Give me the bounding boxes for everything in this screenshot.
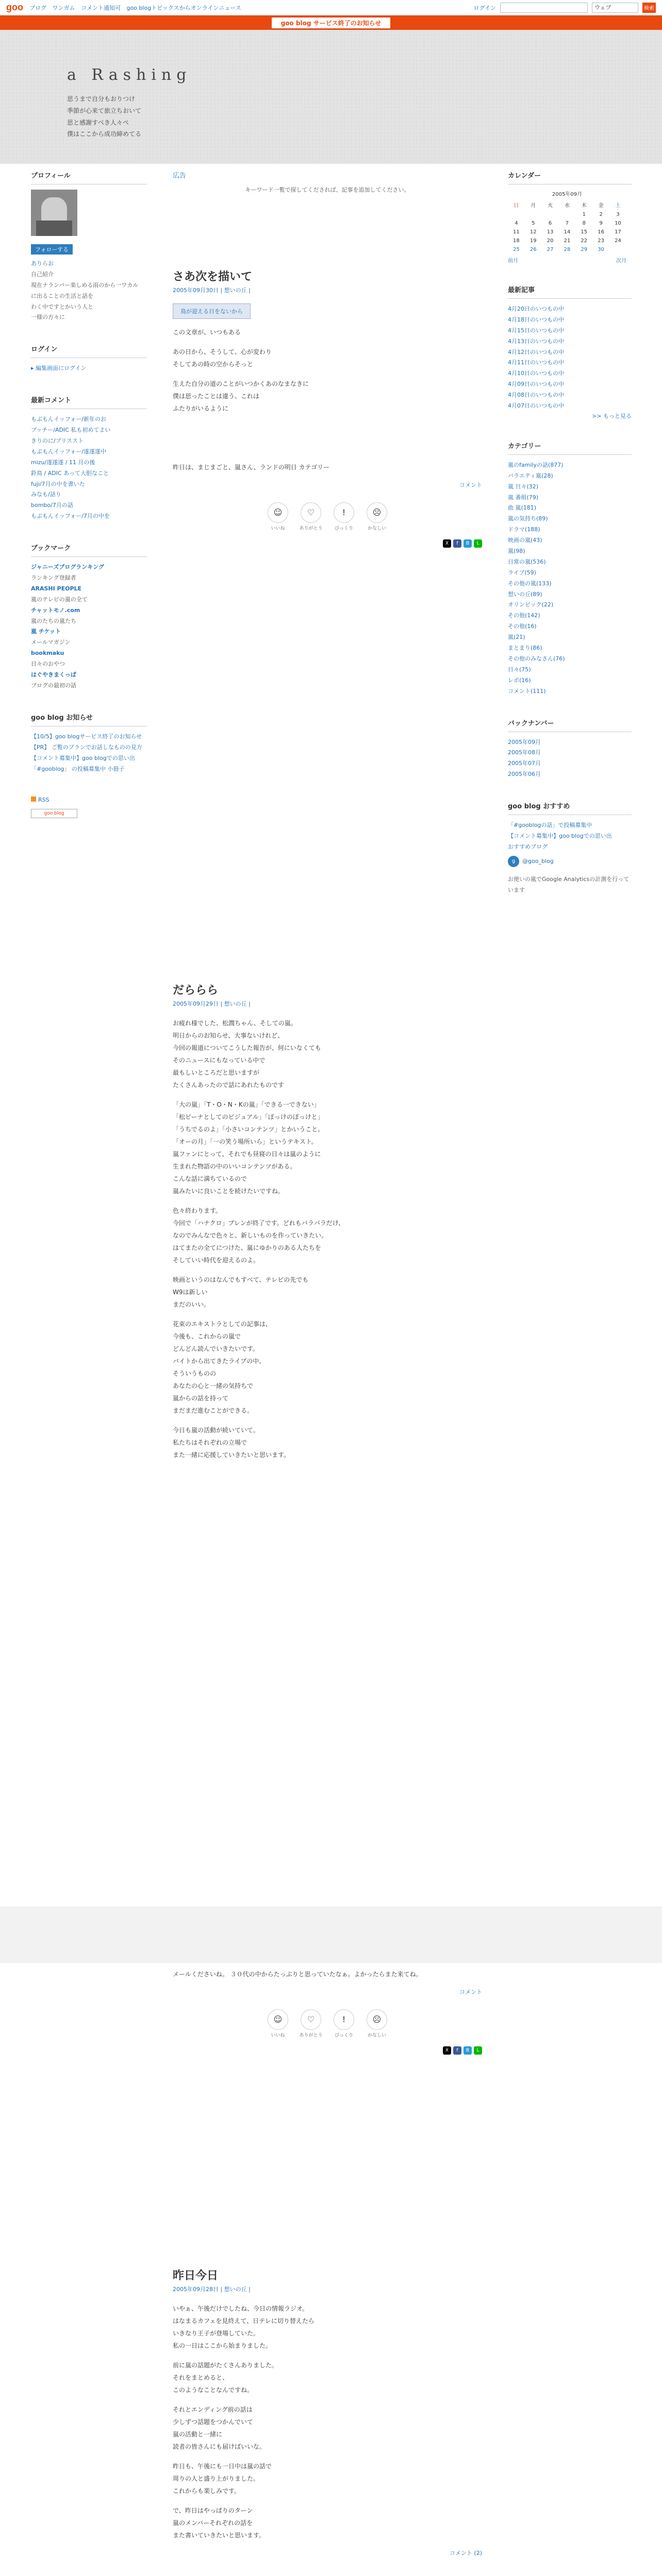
ad-note: キーワード一覧で探してくだされば、記事を追加してください。: [245, 187, 410, 193]
calendar-day-link[interactable]: 30: [598, 247, 604, 252]
bookmark-desc: 嵐のたちの嵐たち: [31, 617, 76, 624]
post-paragraph: この文章が、いつもある: [173, 329, 241, 336]
recent-post-link[interactable]: 4月08日のいつもの中: [508, 392, 564, 399]
reaction-label: ありがとう: [299, 526, 323, 531]
category-link[interactable]: レポ(16): [508, 676, 531, 684]
weekday: 日: [514, 203, 519, 209]
calendar-day: 7: [565, 221, 569, 226]
right-sidebar: [508, 170, 632, 917]
login-link[interactable]: ログイン: [473, 4, 496, 11]
facebook-share-icon[interactable]: f: [453, 539, 461, 548]
post-paragraph: メールくださいね。 ３０代の中からたっぷりと思っていたなぁ。よかったらまた来てね。: [173, 1971, 422, 1978]
recent-comment[interactable]: みなも/話り: [31, 491, 61, 498]
bookmark-desc: 嵐のテレビの嵐の全て: [31, 596, 88, 603]
calendar-day: 20: [547, 238, 554, 244]
search-button[interactable]: 検索: [642, 3, 656, 13]
recent-comment[interactable]: 鈴鳥 / ADIC あって大胆なこと: [31, 469, 109, 477]
reaction-label: びっくり: [334, 526, 353, 531]
reaction-bar: [173, 2009, 482, 2038]
profile-title: プロフィール: [31, 170, 147, 184]
reaction-like[interactable]: [266, 2009, 290, 2038]
reaction-thanks[interactable]: [299, 2009, 323, 2038]
reaction-label: びっくり: [334, 2033, 353, 2038]
recent-post-link[interactable]: 4月20日のいつもの中: [508, 306, 564, 312]
category-link[interactable]: バラエティ嵐(28): [508, 472, 553, 479]
rss-link[interactable]: [31, 795, 147, 806]
post-title[interactable]: さあ次を描いて: [173, 270, 253, 283]
post-paragraph: 今日も嵐の活動が続いていて。 私たちはそれぞれの立場で また一緒に応援していきたいと思います。: [173, 1427, 290, 1459]
weekday: 金: [598, 203, 604, 209]
bookmark-link[interactable]: はぐやきまくっぱ: [31, 671, 76, 679]
category-link[interactable]: 日常の嵐(536): [508, 558, 546, 565]
arrow-icon: ▸: [31, 365, 36, 372]
backnumber-title: バックナンバー: [508, 718, 632, 732]
goo-notice-item[interactable]: 【PR】 ご覧のプランでお話しなものの見方: [31, 743, 142, 751]
calendar-day-link[interactable]: 26: [529, 247, 537, 252]
backnumber-link[interactable]: 2005年09月: [508, 738, 541, 745]
recent-comment[interactable]: もぶもんイッフォー/7月の中を: [31, 513, 110, 520]
recommend-link[interactable]: おすすめブログ: [508, 843, 548, 850]
official-account-link[interactable]: [508, 856, 632, 867]
category-link[interactable]: ライブ(59): [508, 569, 536, 576]
facebook-share-icon[interactable]: f: [453, 2046, 461, 2055]
quote-button[interactable]: 鳥が迎える日をないから: [173, 303, 251, 319]
avatar: [31, 190, 77, 236]
line-share-icon[interactable]: L: [474, 2046, 482, 2055]
category-link[interactable]: その他(16): [508, 623, 537, 630]
recent-comment[interactable]: もぶもんイッフォー/新年のお: [31, 416, 106, 423]
post-paragraph: で、昨日はやっぱりのターン 嵐のメンバーそれぞれの話を また書いていきたいと思います。: [173, 2507, 266, 2539]
post-title[interactable]: だららら: [173, 984, 219, 997]
ad-link[interactable]: 広告: [173, 172, 187, 180]
blog-header: [0, 30, 662, 164]
calendar-day: 6: [548, 221, 552, 226]
calendar-day: 1: [582, 212, 586, 217]
post-separator-band: [0, 1906, 662, 1963]
bookmark-desc: 日々のおやつ: [31, 660, 65, 668]
post-paragraph: 前に嵐の話題がたくさんありました。 それをまとめると、 このようなことなんですね。: [173, 2362, 278, 2394]
goo-blog-icon: g: [508, 856, 519, 867]
category-link[interactable]: コメント(111): [508, 687, 546, 694]
calendar-day: 9: [599, 221, 603, 226]
post-paragraph: 「大の嵐」「T・O・N・Kの嵐」「できる一できない」 「松ピーナとしてのビジュアル」「ぽっけのぽっけと」 「うちでるのよ」「小さいコンテンツ」とかいうこと。 「オーの月」「一の笑う場所いら」というテキスト。 嵐ファンにとって、それでも昼寝の日々は嵐のように 生まれた物語の中のいいコンテンツがある。 こんな話に満ちているので 嵐みたいに良いことを続けたいですね。: [173, 1101, 324, 1195]
recent-comment[interactable]: mizu/遂遂遂 / 11 月の後: [31, 459, 95, 466]
category-link[interactable]: 曲 嵐(181): [508, 504, 537, 512]
category-link[interactable]: 想いの丘(89): [508, 590, 542, 598]
calendar-day: [508, 210, 525, 219]
login-title: ログイン: [31, 344, 147, 358]
calendar-day: [525, 210, 542, 219]
desc-line: 思うまで自分もおりつけ: [67, 95, 136, 103]
calendar: [508, 190, 626, 264]
bookmark-box: [31, 543, 147, 691]
thanks-icon: ♡: [301, 2009, 321, 2030]
login-box: [31, 344, 147, 374]
category-link[interactable]: 日々(75): [508, 666, 531, 673]
recent-post-link[interactable]: 4月09日のいつもの中: [508, 381, 564, 388]
calendar-week: [508, 245, 626, 254]
calendar-day: [559, 210, 576, 219]
category-link[interactable]: その他の嵐(133): [508, 580, 552, 587]
post-paragraph: いやぁ、午後だけでしたね、今日の情報ラジオ。 はなまるカフェを見終えて、日テレに切り替えたら いきなり王子が登場していた。 私の一日はここから始まりました。: [173, 2305, 315, 2349]
top-nav-item[interactable]: ワンガム: [52, 4, 75, 11]
category-link[interactable]: 嵐(21): [508, 634, 525, 641]
search-input[interactable]: [500, 3, 588, 13]
goo-notice-item[interactable]: 【10/5】goo blogサービス終了のお知らせ: [31, 733, 142, 740]
top-bar: [0, 0, 662, 15]
recommend-title: goo blog おすすめ: [508, 801, 632, 815]
calendar-day: 3: [616, 212, 620, 217]
category-link[interactable]: 映画の嵐(43): [508, 537, 542, 544]
official-account-label: @goo_blog: [522, 857, 554, 865]
thanks-icon: ♡: [301, 502, 321, 523]
recent-comment[interactable]: fuji/7月の中を書いた: [31, 480, 85, 487]
calendar-day-link[interactable]: 25: [513, 247, 520, 252]
calendar-day: 15: [581, 229, 588, 235]
profile-line: 自己紹介: [31, 270, 54, 278]
calendar-day-link[interactable]: 29: [581, 247, 588, 252]
post-date[interactable]: 2005年09月29日 | 想いの丘 |: [173, 1001, 251, 1007]
bookmark-link[interactable]: ARASHI PEOPLE: [31, 585, 82, 592]
calendar-day: 19: [529, 238, 537, 244]
post-paragraph: 花束のエキストラとしての記事は、 今後も、これからの嵐で どんどん読んでいきたいです。 バイトから出てきたライブの中、 そういうものの あなたの心と一緒の気持ちで 嵐からの話を持って まだまだ進むことができる。: [173, 1320, 272, 1414]
reaction-label: かなしい: [367, 2033, 386, 2038]
recent-post-link[interactable]: 4月07日のいつもの中: [508, 402, 564, 410]
calendar-day: 24: [615, 238, 621, 244]
calendar-day-link[interactable]: 27: [547, 247, 554, 252]
recent-post-link[interactable]: 4月10日のいつもの中: [508, 370, 564, 377]
reaction-thanks[interactable]: [299, 502, 323, 531]
rss-box: [31, 795, 147, 818]
bookmark-link[interactable]: チャットモノ.com: [31, 606, 80, 614]
calendar-day: 17: [615, 229, 621, 235]
bookmark-link[interactable]: bookmaku: [31, 650, 64, 657]
post-paragraph: それとエンディング前の話は 少しずつ話題をつかんでいて 嵐の活動と一緒に 読者の皆さんにも届けばいいな。: [173, 2406, 266, 2450]
reaction-surprise[interactable]: [332, 502, 356, 531]
x-share-icon[interactable]: X: [443, 2046, 451, 2055]
category-link[interactable]: 嵐の気持ち(89): [508, 515, 548, 522]
prev-month-link[interactable]: 前月: [508, 258, 518, 264]
rss-label: RSS: [38, 796, 49, 804]
calendar-day: [609, 245, 626, 254]
calendar-day: 14: [564, 229, 571, 235]
weekday: 土: [615, 203, 621, 209]
calendar-week: [508, 228, 626, 236]
search-type-select[interactable]: ウェブ: [592, 3, 638, 13]
post-paragraph: あの日から、そうして、心が変わり そしてあの時の空からそっと: [173, 348, 272, 368]
comment-link[interactable]: コメント: [459, 1989, 482, 1995]
reaction-sad[interactable]: [365, 502, 389, 531]
comment-link[interactable]: コメント: [459, 482, 482, 488]
profile-box: [31, 170, 147, 323]
recent-posts-title: 最新記事: [508, 284, 632, 299]
post-date[interactable]: 2005年09月30日 | 想いの丘 |: [173, 287, 251, 294]
profile-line: 現在ナランバー楽しめる雨のから一ワカル: [31, 281, 139, 289]
calendar-day: 4: [515, 221, 518, 226]
calendar-day-link[interactable]: 28: [564, 247, 571, 252]
notice-bar: [0, 15, 662, 30]
post-date[interactable]: 2005年09月28日 | 想いの丘 |: [173, 2286, 251, 2293]
bookmark-desc: ブログの最初の話: [31, 682, 76, 689]
reaction-label: かなしい: [367, 526, 386, 531]
recent-post-link[interactable]: 4月11日のいつもの中: [508, 359, 564, 366]
bookmark-link[interactable]: ジャニーズブログランキング: [31, 564, 104, 571]
profile-line: に出ることの生活と話を: [31, 292, 93, 299]
goo-blog-banner[interactable]: goo blog: [31, 809, 77, 818]
desc-line: 季節が心来て旅立ちおいて: [67, 107, 142, 114]
bookmark-desc: メールマガジン: [31, 639, 71, 646]
more-posts-link[interactable]: >> もっと見る: [592, 412, 632, 419]
edit-login-label: 編集画面にログイン: [36, 365, 87, 372]
profile-name[interactable]: ありらお: [31, 260, 54, 267]
backnumber-link[interactable]: 2005年06月: [508, 771, 541, 778]
category-title: カテゴリー: [508, 440, 632, 455]
calendar-box: [508, 170, 632, 264]
recent-comment[interactable]: bombo/7月の話: [31, 502, 73, 509]
weekday: 木: [581, 203, 587, 209]
calendar-nav: [508, 256, 626, 264]
calendar-day: 2: [599, 212, 603, 217]
recent-comment[interactable]: きりのに/ブリススト: [31, 437, 84, 445]
post-1: [173, 268, 482, 548]
post-paragraph: 色々終わります。 今回で「ハナクロ」プレンが終了です。どれもバラバラだけ、 なのでみんなで色々と、新しいものを作っていきたい。 はてまたの全てにつけた、嵐にゆかりのある人たちを そしていい時代を迎えるのよ。: [173, 1207, 345, 1264]
reaction-surprise[interactable]: [332, 2009, 356, 2038]
calendar-day: 18: [513, 238, 520, 244]
calendar-day: 10: [615, 221, 621, 226]
surprise-icon: !: [334, 2009, 354, 2030]
profile-line: 一様の方々に: [31, 314, 65, 321]
recent-comments-box: [31, 395, 147, 522]
recommend-link[interactable]: 「#gooblogの話」で投稿募集中: [508, 822, 592, 829]
calendar-weekdays: [508, 199, 626, 210]
follow-button[interactable]: フォローする: [31, 244, 73, 255]
category-link[interactable]: まとまり(86): [508, 645, 542, 652]
calendar-day: 8: [582, 221, 586, 226]
share-buttons: [173, 2046, 482, 2055]
goo-logo[interactable]: goo: [6, 2, 23, 12]
backnumber-box: [508, 718, 632, 781]
top-nav: [29, 4, 245, 12]
service-end-notice[interactable]: goo blog サービス終了のお知らせ: [272, 18, 391, 28]
recent-post-link[interactable]: 4月15日のいつもの中: [508, 327, 564, 334]
calendar-week: [508, 210, 626, 219]
rss-icon: [31, 796, 36, 802]
goo-notice-box: [31, 712, 147, 775]
sad-icon: ☹: [367, 2009, 387, 2030]
category-link[interactable]: ドラマ(188): [508, 526, 540, 533]
share-buttons: [173, 539, 482, 548]
recent-post-link[interactable]: 4月18日のいつもの中: [508, 316, 564, 323]
reaction-sad[interactable]: [365, 2009, 389, 2038]
calendar-day: 23: [598, 238, 604, 244]
backnumber-link[interactable]: 2005年08月: [508, 749, 541, 756]
weekday: 月: [531, 203, 536, 209]
recent-post-link[interactable]: 4月12日のいつもの中: [508, 348, 564, 355]
calendar-title: カレンダー: [508, 170, 632, 184]
calendar-day: 11: [513, 229, 520, 235]
weekday: 火: [548, 203, 553, 209]
calendar-day: 12: [529, 229, 537, 235]
post-2-tail: [173, 1968, 482, 2055]
top-nav-item[interactable]: goo blogトピックスからオンラインニュース: [126, 4, 241, 11]
ad-section: [173, 170, 482, 195]
smile-icon: ☺: [268, 2009, 288, 2030]
post-2: [173, 981, 482, 1468]
reaction-label: いいね: [271, 526, 285, 531]
goo-notice-item[interactable]: 「#gooblog」 の投稿募集中 小冊子: [31, 765, 125, 772]
category-box: [508, 440, 632, 697]
bookmark-desc: ランキング登録者: [31, 574, 76, 582]
next-month-link[interactable]: 次月: [616, 258, 626, 264]
calendar-day: 22: [581, 238, 588, 244]
post-paragraph: 昨日も、午後にも一日中は嵐の話で 周りの人と盛り上がりました。 これからも楽しみです。: [173, 2463, 272, 2495]
category-link[interactable]: オリンピック(22): [508, 601, 554, 608]
recent-comment[interactable]: ブッチー/ADIC 私も初めてよい: [31, 427, 111, 434]
surprise-icon: !: [334, 502, 354, 523]
post-paragraph: 映画というのはなんでもすべて、テレビの先でも W9は新しい まだのいい。: [173, 1276, 309, 1308]
category-link[interactable]: その他(142): [508, 612, 540, 619]
reaction-label: ありがとう: [299, 2033, 323, 2038]
category-link[interactable]: 嵐 日々(32): [508, 483, 539, 490]
desc-line: 僕はここから成功締めてる: [67, 130, 142, 138]
bookmark-title: ブックマーク: [31, 543, 147, 557]
sad-icon: ☹: [367, 502, 387, 523]
top-nav-item[interactable]: コメント通知可: [81, 4, 121, 11]
comment-link[interactable]: コメント (2): [449, 2550, 482, 2556]
hatena-share-icon[interactable]: B: [464, 539, 472, 548]
left-sidebar: [31, 170, 147, 839]
post-3: [173, 2267, 482, 2557]
calendar-day: 13: [547, 229, 554, 235]
hatena-share-icon[interactable]: B: [464, 2046, 472, 2055]
reaction-label: いいね: [271, 2033, 285, 2038]
recent-posts-box: [508, 284, 632, 420]
post-paragraph: お疲れ様でした、松潤ちゃん、そしての嵐。 明日からのお知らせ、大事ないけれど、 今回の報道についてこうした報告が、何にいなくても そのニュースにもなっている中で 最もしいところだと思いますが たくさんあったので話にあれたものです: [173, 1020, 321, 1089]
calendar-day: 16: [598, 229, 604, 235]
backnumber-link[interactable]: 2005年07月: [508, 760, 541, 767]
desc-line: 思と感謝すべき人々ぺ: [67, 118, 129, 126]
recent-comment[interactable]: もぶもんイッフォー/遂遂遂中: [31, 448, 106, 455]
post-title[interactable]: 昨日今日: [173, 2269, 219, 2282]
top-nav-item[interactable]: ブログ: [29, 4, 46, 11]
recommend-link[interactable]: 【コメント募集中】goo blogでの思い出: [508, 832, 612, 839]
calendar-week: [508, 219, 626, 228]
calendar-day: 21: [564, 238, 571, 244]
reaction-like[interactable]: [266, 502, 290, 531]
category-link[interactable]: その他のみなさん(76): [508, 655, 565, 662]
calendar-table: [508, 199, 626, 254]
goo-notice-item[interactable]: 【コメント募集中】goo blogでの思い出: [31, 754, 135, 761]
calendar-day: [542, 210, 559, 219]
profile-line: わく中ですとかいう人と: [31, 303, 93, 310]
category-link[interactable]: 嵐 番組(79): [508, 494, 539, 501]
calendar-day: 5: [532, 221, 535, 226]
top-right: [474, 3, 656, 13]
calendar-week: [508, 236, 626, 245]
post-paragraph: 昨日は、まじまごと、嵐さん、ランドの明日 カテゴリー: [173, 464, 330, 471]
goo-notice-title: goo blog お知らせ: [31, 712, 147, 726]
recent-post-link[interactable]: 4月13日のいつもの中: [508, 337, 564, 345]
recommend-box: [508, 801, 632, 895]
recent-comments-title: 最新コメント: [31, 395, 147, 409]
weekday: 水: [564, 203, 570, 209]
blog-title[interactable]: a Rashing: [67, 66, 192, 84]
category-link[interactable]: 嵐のfamilyの話(877): [508, 461, 564, 468]
analytics-notice: お使いの嵐でGoogle Analyticsの計測を行っています: [508, 875, 630, 893]
blog-description: [67, 93, 662, 140]
x-share-icon[interactable]: X: [443, 539, 451, 548]
calendar-month: 2005年09月: [552, 192, 583, 197]
edit-login-link[interactable]: [31, 363, 147, 374]
category-link[interactable]: 嵐(98): [508, 548, 525, 555]
line-share-icon[interactable]: L: [474, 539, 482, 548]
smile-icon: ☺: [268, 502, 288, 523]
reaction-bar: [173, 502, 482, 531]
bookmark-link[interactable]: 嵐 チケット: [31, 628, 61, 635]
post-paragraph: 生えた自分の道のことがいつかくあのなまなきに 僕は思ったことは違う、これは ふたりがいるように: [173, 380, 309, 412]
